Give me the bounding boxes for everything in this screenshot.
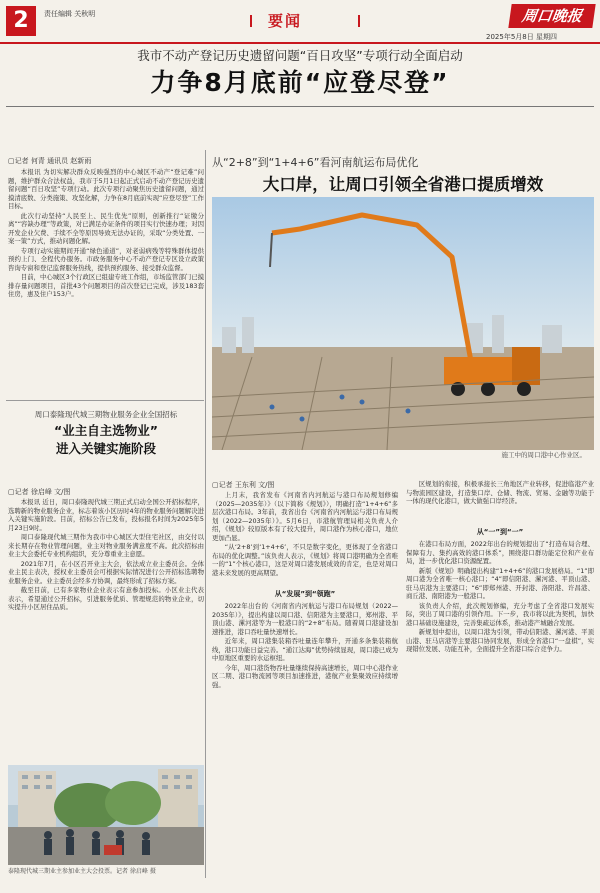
port-body-a: [212, 491, 398, 587]
port-paragraph: 该负责人介绍，此次规划修编，充分考虑了全省港口发展实际，突出了周口港的引领作用。下一步，我市将以此为契机，加快港口基础设施建设，完善集疏运体系，推动港产城融合发展。: [406, 601, 594, 627]
section-label: 要闻: [268, 12, 303, 30]
lead-body: [8, 168, 204, 396]
port-subhead-1: 从“发展”到“领跑”: [274, 590, 336, 598]
port-paragraph: 新规划中提出，以周口港为引领，带动信阳港、漯河港、平顶山港、驻马店港等主要港口协同发展，形成全省港口“一盘棋”，实现错位发展、功能互补，全面提升全省港口综合竞争力。: [406, 628, 594, 653]
port-paragraph: “从‘2+8’到‘1+4+6’，不只是数字变化，更体现了全省港口布局的优化调整。”该负责人表示，《规划》将周口港明确为全省唯一的“1”个核心港口，这是对周口港发展成效的肯定，也是对周口港未来发展的更高期望。: [212, 543, 398, 577]
lead-paragraph: 专项行动实施期间开通“绿色通道”，对老弱病残等特殊群体提供预约上门、全程代办服务。市政务服务中心不动产登记专区设立政策咨询专窗和登记监督服务热线，提供预约服务、接受群众监督。: [8, 246, 204, 272]
column-divider: [205, 150, 206, 878]
port-paragraph: 今年，周口港货物吞吐量继续保持高速增长，周口中心港作业区二期、港口物流园等项目加速推进，港航产业集聚效应持续增强。: [212, 663, 398, 689]
port-byline: ▢记者 王东利 文/图: [212, 481, 275, 489]
port-body-d: [406, 540, 594, 878]
port-photo-caption: 施工中的周口港中心作业区。: [501, 451, 586, 459]
bidding-paragraph: 本报讯 近日，周口泰隆现代城三期正式启动全国公开招标程序，选聘新的物业服务企业，标志着该小区历时4年的物业服务问题解决进入关键实施阶段。目前，招标公告已发布，投标报名时间为2025年5月23日9时。: [8, 498, 204, 532]
bidding-photo-caption: 泰隆现代城三期业主参加业主大会投票。记者 徐启峰 摄: [8, 868, 156, 875]
bidding-headline-line2: 进入关键实施阶段: [55, 441, 156, 456]
bidding-paragraph: 周口泰隆现代城三期作为我市中心城区大型住宅社区，由交付以来长期存在物业管理问题，业主对物业服务满意度不高。此次招标由业主大会委托专业机构组织，充分尊重业主意愿。: [8, 533, 204, 558]
port-paragraph: 新版《规划》明确提出构建“1+4+6”的港口发展格局。“1”即周口港为全省唯一核心港口；“4”即信阳港、漯河港、平顶山港、驻马店港为主要港口；“6”即郑州港、开封港、洛阳港、许昌港、商丘港、南阳港为一般港口。: [406, 566, 594, 600]
lead-paragraph: 本报讯 为切实解决群众反映强烈的中心城区不动产“登记难”问题，维护群众合法权益，我市于5月1日起正式启动不动产登记历史遗留问题“百日攻坚”专项行动。此次专项行动聚焦历史遗留问题，通过摸清底数、分类施策、攻坚化解，力争在8月底前实现“应登尽登”工作目标。: [8, 168, 204, 210]
lead-paragraph: 目前，中心城区3个行政区已组建专班工作组，市场监管部门已摸排存量问题项目，首批43个问题项目的首次登记已完成，涉及183套住房，惠及住户153户。: [8, 273, 204, 298]
bidding-byline: ▢记者 徐启峰 文/图: [8, 488, 71, 496]
bidding-body: [8, 498, 204, 762]
masthead-rule: [0, 42, 600, 44]
port-paragraph: 区规划的衔接，积极承接长三角地区产业转移，促进临港产业与物流园区建设，打造集口岸、仓储、物流、贸易、金融等功能于一体的现代化港口，做大做强口岸经济。: [406, 480, 594, 505]
editor-line: 责任编辑 关秋明: [44, 10, 96, 18]
port-construction-photo: [212, 197, 594, 450]
reporter-icon: ▢: [212, 481, 219, 489]
bidding-headline: [8, 422, 204, 458]
port-paragraph: 近年来，周口港集装箱吞吐量连年攀升，开通多条集装箱航线，港口功能日益完善。“通江达海”优势持续显现，周口港已成为中原地区重要的水运枢纽。: [212, 637, 398, 662]
port-paragraph: 在港口布局方面，2022年出台的规划提出了“打造布局合理、保障有力、集约高效的港口体系”，围绕港口群功能定位和产业布局，进一步优化港口资源配置。: [406, 540, 594, 565]
lead-kicker: 我市不动产登记历史遗留问题“百日攻坚”专项行动全面启动: [137, 48, 463, 63]
bidding-paragraph: 2021年7月，在小区召开业主大会，依法成立业主委员会。全体业主民主表决，授权业主委员会可根据实际情况进行公开招标选聘物业服务企业。业主委员会经多方协调，最终形成了招标方案。: [8, 559, 204, 585]
issue-date: 2025年5月8日 星期四: [486, 33, 557, 41]
port-paragraph: 2022年出台的《河南省内河航运与港口布局规划（2022—2035年）》，提出构建以周口港、信阳港为主要港口，郑州港、平顶山港、漯河港等为一般港口的“2+8”布局。随着周口港建设加速推进，港口吞吐量快速增长。: [212, 602, 398, 636]
residential-photo: [8, 765, 204, 865]
story-divider: [6, 400, 204, 401]
lead-byline: ▢记者 何青 通讯员 赵新雨: [8, 157, 92, 165]
lead-paragraph: 此次行动坚持“人民至上、民生优先”原则，创新推行“证缴分离”“容缺办理”等政策，对已满足办证条件的项目实行快速办理；对因开发企业欠费、手续不全等原因导致无法办证的，采取“分类处置、一案一策”方式，推动问题化解。: [8, 211, 204, 245]
port-headline: 大口岸，让周口引领全省港口提质增效: [262, 175, 544, 194]
bidding-kicker: 周口泰隆现代城三期物业服务企业全国招标: [34, 410, 178, 419]
lead-rule: [6, 106, 594, 107]
port-kicker: 从“2+8”到“1+4+6”看河南航运布局优化: [212, 156, 419, 169]
reporter-icon: ▢: [8, 488, 15, 496]
port-subhead-2: 从“一”到“一”: [476, 528, 524, 536]
lead-headline: 力争8月底前“应登尽登”: [150, 68, 450, 97]
page-number: 2: [6, 6, 36, 36]
bidding-headline-line1: “业主自主选物业”: [54, 423, 158, 438]
newspaper-logo: 周口晚报: [508, 4, 595, 28]
bidding-paragraph: 截至目前，已有多家物业企业表示有意参加投标。小区业主代表表示，希望通过公开招标，引进服务优质、管理规范的物业企业，切实提升小区居住品质。: [8, 586, 204, 611]
port-body-c: [406, 480, 594, 524]
port-paragraph: 上月末，我省发布《河南省内河航运与港口布局规划修编（2025—2035年）》（以下简称《规划》），明确打造“1+4+6”多层次港口布局。3年前，我省出台《河南省内河航运与港口布局规划（2022—2035年）》。5月6日，市港航管理局相关负责人介绍，《规划》较原版本有了较大提升，周口港作为核心港口，地位更加凸显。: [212, 491, 398, 542]
reporter-icon: ▢: [8, 157, 15, 165]
port-body-b: [212, 602, 398, 878]
section-bars: [250, 14, 360, 28]
